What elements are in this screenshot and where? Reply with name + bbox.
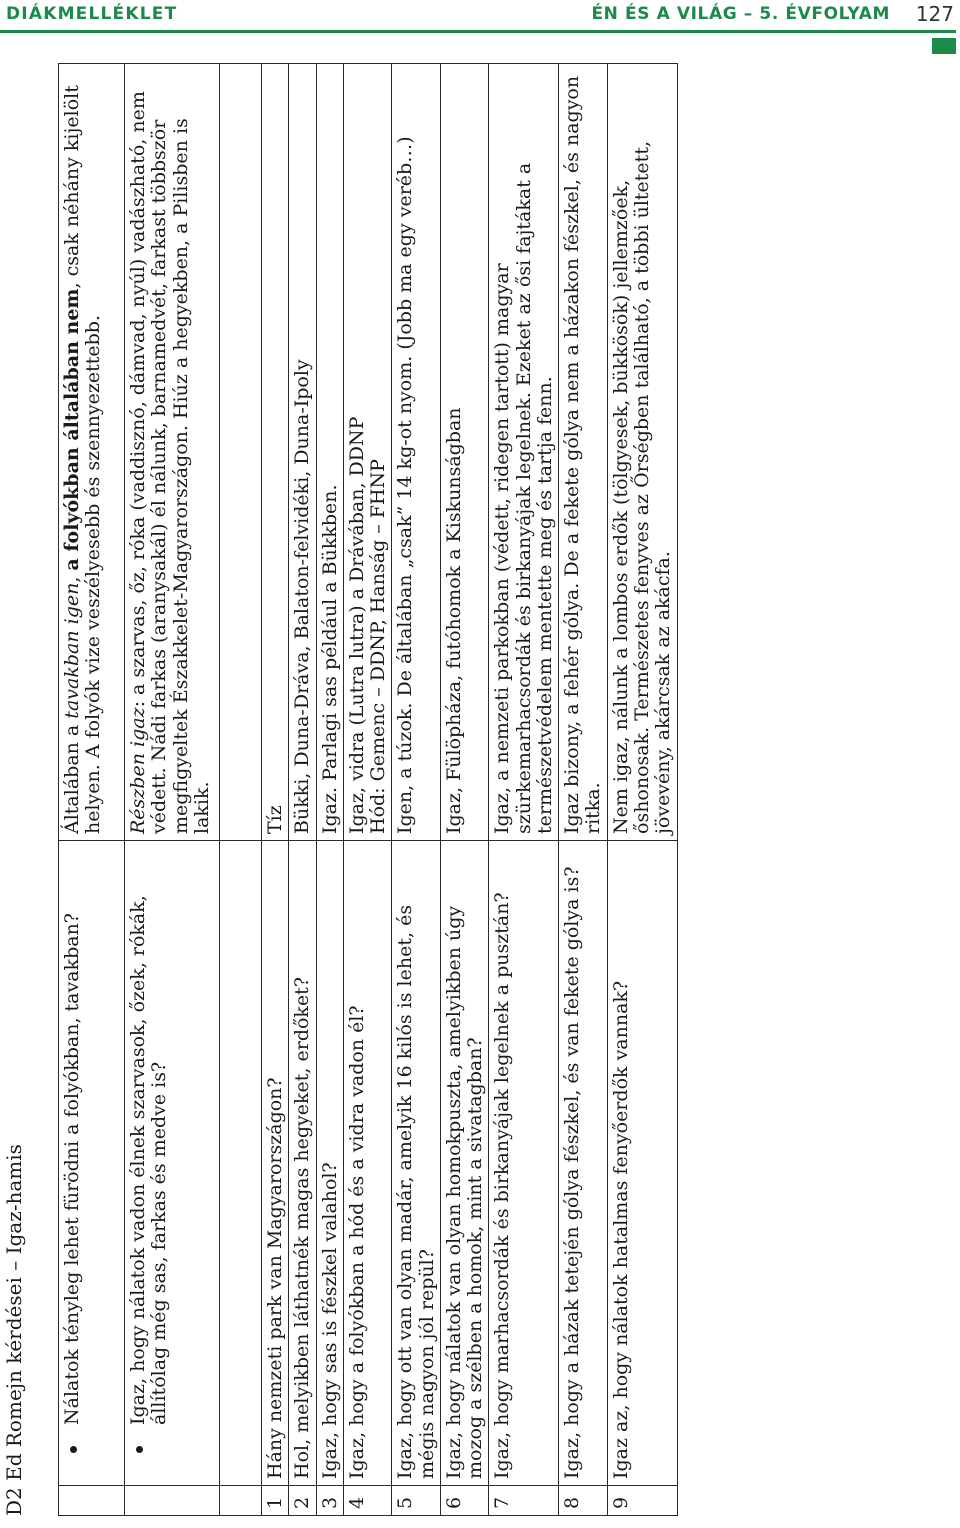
row-number: 5 [392,1486,441,1516]
table-row [262,64,289,1516]
answer-cell: Igaz, a nemzeti parkokban (védett, ridegen tartott) magyar szürkemarhacsordák és birkanyájak legelnek. Ezeket az ősi fajtákat a természetvédelem mentette meg és tartja fenn. [489,64,559,841]
answer-cell: Bükki, Duna-Dráva, Balaton-felvidéki, Duna-Ipoly [289,64,316,841]
page-title: D2 Ed Romejn kérdései – Igaz-hamis [2,1144,26,1516]
answer-cell: Igen, a túzok. De általában „csak” 14 kg-ot nyom. (Jobb ma egy veréb…) [392,64,441,841]
answer-cell: Igaz. Parlagi sas például a Bükkben. [316,64,343,841]
answer-line: Igaz, vidra (Lutra lutra) a Drávában, DDNP [345,416,368,834]
answer-cell: Igaz bizony, a fehér gólya. De a fekete gólya nem a házakon fészkel, és nagyon ritka. [559,64,608,841]
table-row-empty [220,64,262,1516]
row-number: 1 [262,1486,289,1516]
answer-cell: Általában a tavakban igen, a folyókban általában nem, csak néhány kijelölt helyen. A folyók vize veszélyesebb és szennyezettebb. [59,64,125,841]
header-course-label: ÉN ÉS A VILÁG – 5. ÉVFOLYAM [591,4,890,24]
question-cell: Igaz, hogy sas is fészkel valahol? [316,841,343,1486]
table-row [489,64,559,1516]
row-number: 4 [343,1486,392,1516]
row-number: 7 [489,1486,559,1516]
page-number: 127 [915,2,954,26]
answer-cell: Nem igaz, nálunk a lombos erdők (tölgyesek, bükkösök) jellemzőek, őshonosak. Természetes fenyves az Őrségben található, a többi ültetett, jövevény, akárcsak az akácfa. [607,64,677,841]
row-number: 2 [289,1486,316,1516]
row-number: 6 [440,1486,489,1516]
row-number: 3 [316,1486,343,1516]
answer-line: Hód: Gemenc – DDNP, Hanság – FHNP [367,459,390,834]
table-row [607,64,677,1516]
answer-cell [343,64,392,841]
answer-cell: Igaz, Fülöpháza, futóhomok a Kiskunságban [440,64,489,841]
question-cell [125,841,220,1486]
table-row [440,64,489,1516]
question-cell: Igaz, hogy marhacsordák és birkanyájak legelnek a pusztán? [489,841,559,1486]
bullet-question: Igaz, hogy nálatok vadon élnek szarvasok, őzek, rókák, állítólag még sas, farkas és medve is? [128,847,171,1459]
question-cell: Hány nemzeti park van Magyarországon? [262,841,289,1486]
table-row [343,64,392,1516]
question-cell: Hol, melyikben láthatnék magas hegyeket, erdőket? [289,841,316,1486]
row-number-cell [125,1486,220,1516]
header-section-label: DIÁKMELLÉKLET [6,4,178,24]
table-row [316,64,343,1516]
table-row [289,64,316,1516]
answer-cell: Részben igaz: a szarvas, őz, róka (vaddisznó, dámvad, nyúl) vadászható, nem védett. Nádi farkas (aranysakál) él nálunk, barnamedvét, farkast többször megfigyeltek Északkelet-Magyarországon. Hiúz a hegyekben, a Pilisben is lakik. [125,64,220,841]
question-cell: Igaz, hogy nálatok van olyan homokpuszta, amelyikben úgy mozog a szélben a homok, mint a sivatagban? [440,841,489,1486]
header-rule [0,30,956,33]
row-number: 9 [607,1486,677,1516]
running-header [0,0,960,40]
table-row [559,64,608,1516]
question-cell: Igaz, hogy a folyókban a hód és a vidra vadon él? [343,841,392,1486]
row-number-cell [59,1486,125,1516]
question-cell: Igaz az, hogy nálatok hatalmas fenyőerdők vannak? [607,841,677,1486]
question-cell: Igaz, hogy a házak tetején gólya fészkel, és van fekete gólya is? [559,841,608,1486]
question-cell: Igaz, hogy ott van olyan madár, amelyik 16 kilós is lehet, és mégis nagyon jól repül? [392,841,441,1486]
question-cell [59,841,125,1486]
table-row [125,64,220,1516]
rotated-content [0,48,960,1528]
bullet-question: Nálatok tényleg lehet fürödni a folyókban, tavakban? [62,847,83,1459]
true-false-table [58,63,678,1516]
row-number: 8 [559,1486,608,1516]
table-row [59,64,125,1516]
table-row [392,64,441,1516]
answer-cell: Tíz [262,64,289,841]
